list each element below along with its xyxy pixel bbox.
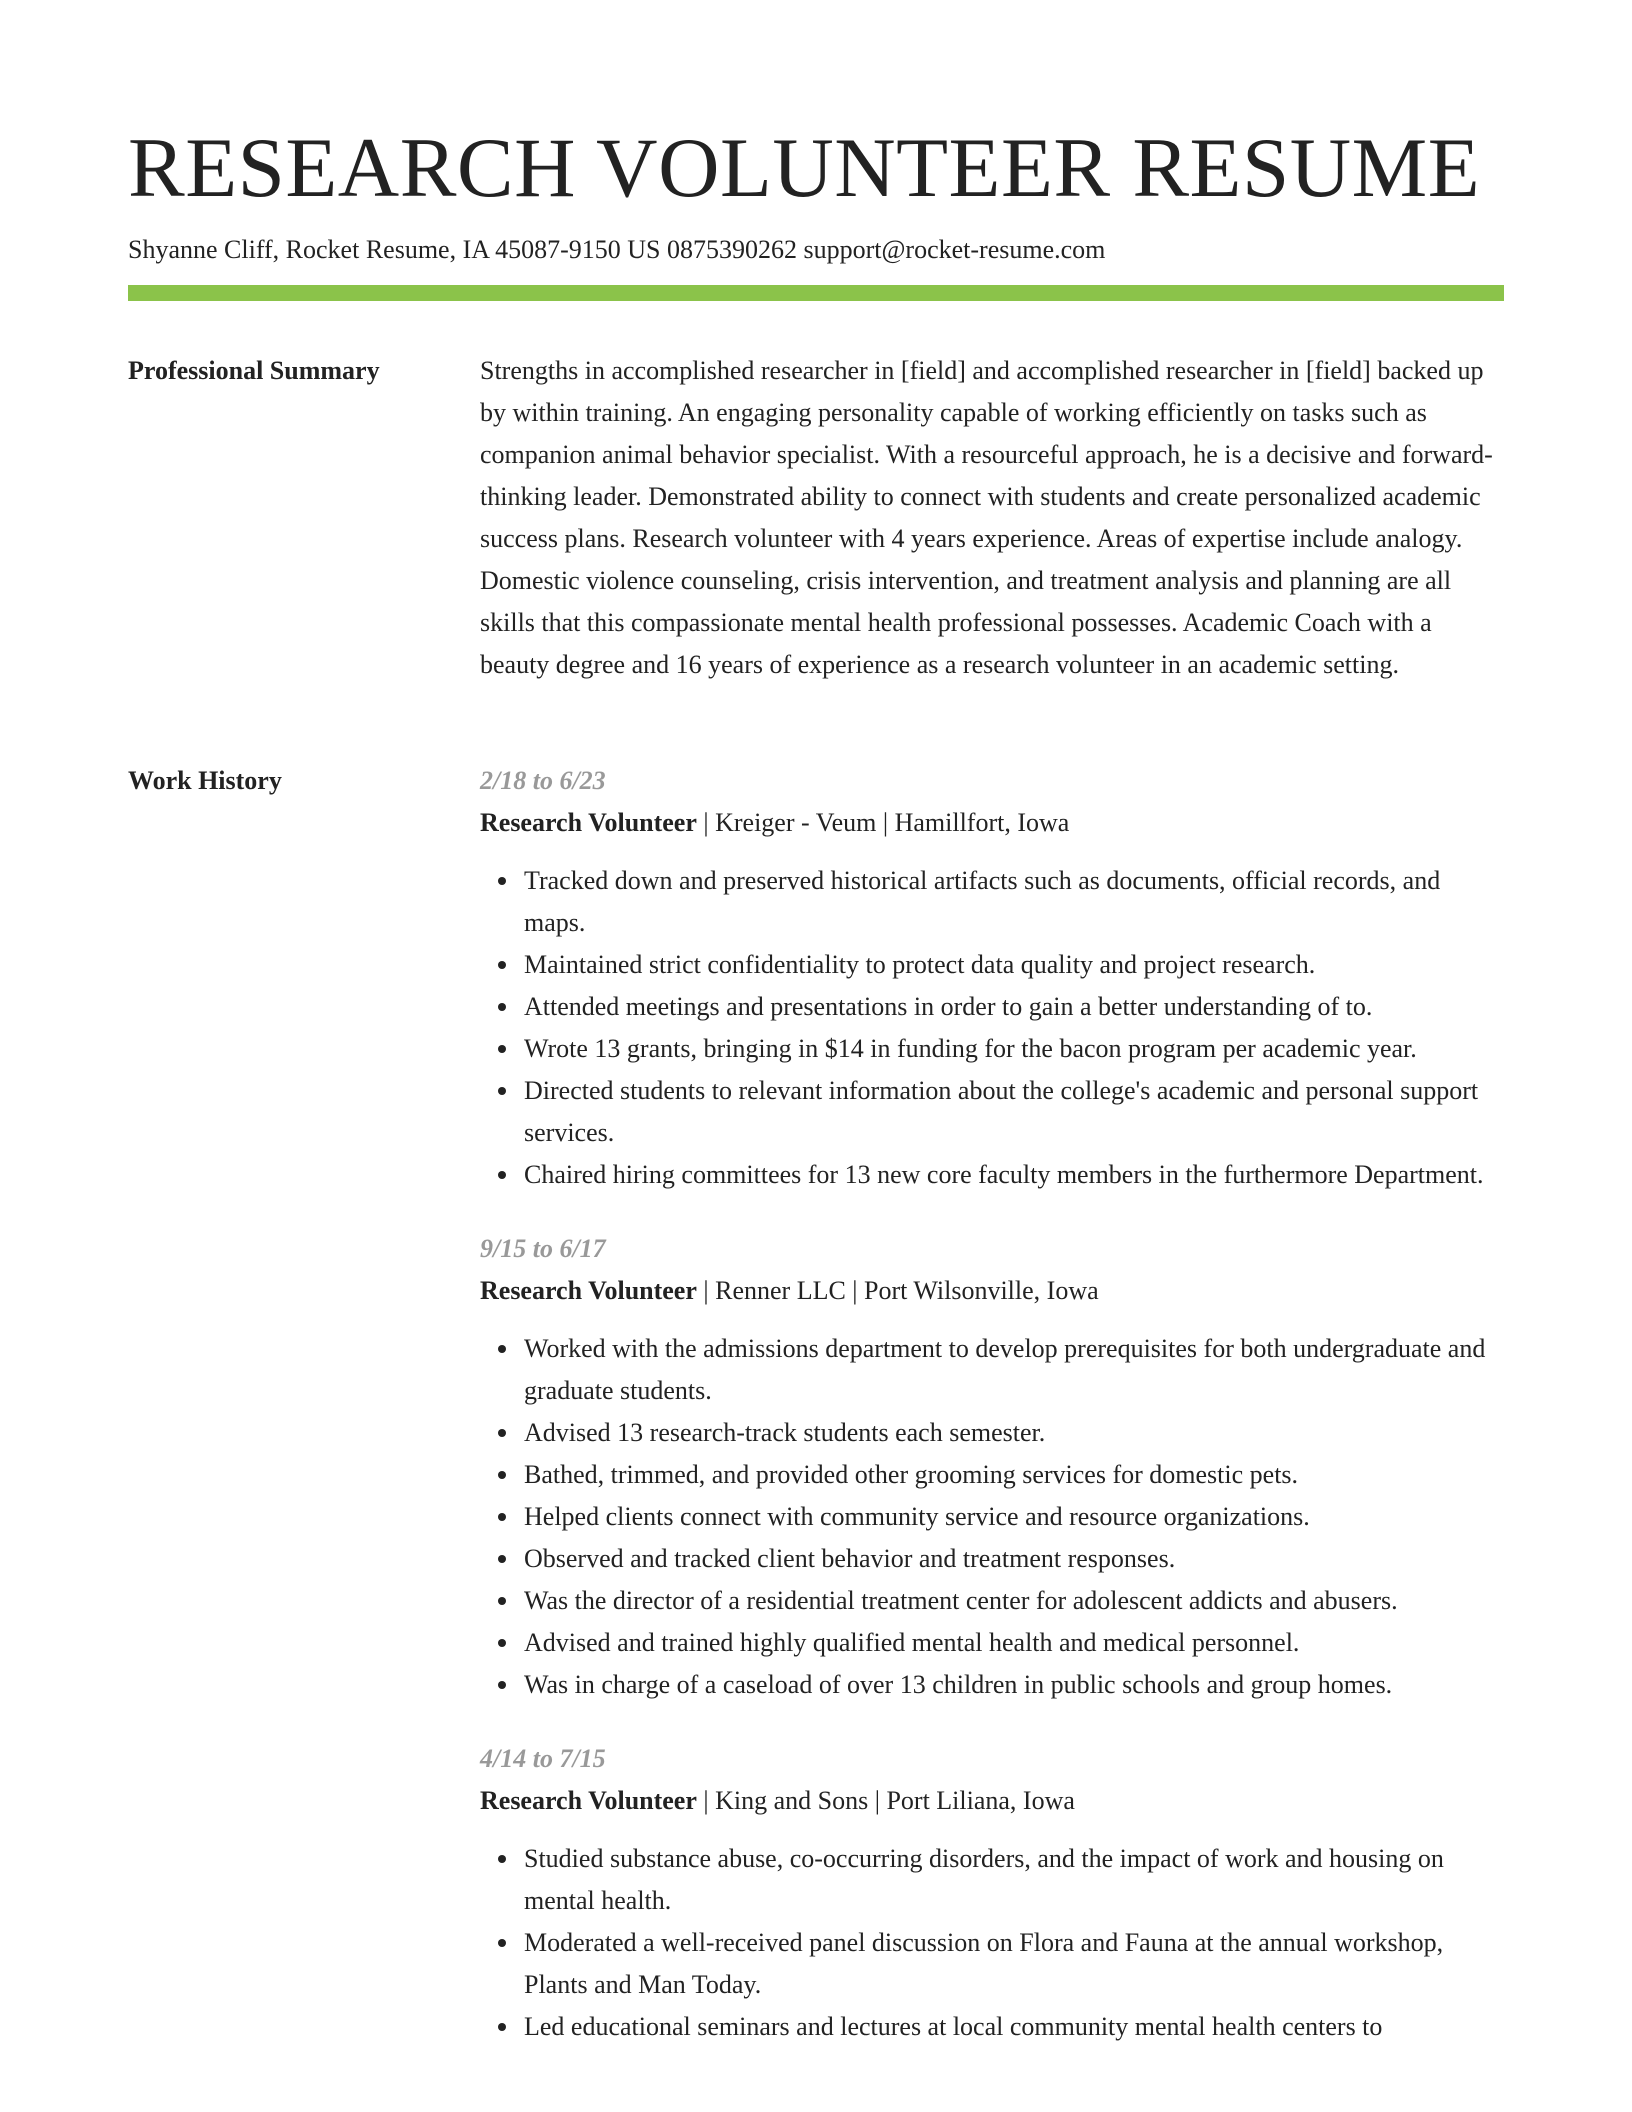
job-bullet-list (480, 1838, 1504, 2048)
job-heading-separator: | (696, 1276, 716, 1305)
job-location: Hamillfort, Iowa (894, 808, 1070, 837)
job-dates: 4/14 to 7/15 (480, 1744, 606, 1773)
job-title: Research Volunteer (480, 1786, 697, 1815)
section-label-summary: Professional Summary (128, 356, 380, 385)
job-heading-separator: | (696, 1786, 716, 1815)
job-location: Port Wilsonville, Iowa (864, 1276, 1099, 1305)
job-bullet: Was in charge of a caseload of over 13 children in public schools and group homes. (524, 1664, 1504, 1706)
job-title: Research Volunteer (480, 1276, 697, 1305)
job-heading (480, 1270, 1504, 1312)
job-bullet: Observed and tracked client behavior and treatment responses. (524, 1538, 1504, 1580)
job-heading (480, 802, 1504, 844)
job-bullet: Tracked down and preserved historical artifacts such as documents, official records, and maps. (524, 860, 1504, 944)
job-bullet: Wrote 13 grants, bringing in $14 in funding for the bacon program per academic year. (524, 1028, 1504, 1070)
job-bullet: Helped clients connect with community service and resource organizations. (524, 1496, 1504, 1538)
job-bullet: Maintained strict confidentiality to protect data quality and project research. (524, 944, 1504, 986)
contact-line: Shyanne Cliff, Rocket Resume, IA 45087-9150 US 0875390262 support@rocket-resume.com (128, 235, 1106, 264)
job-bullet: Chaired hiring committees for 13 new core faculty members in the furthermore Department. (524, 1154, 1504, 1196)
job-bullet: Studied substance abuse, co-occurring disorders, and the impact of work and housing on mental health. (524, 1838, 1504, 1922)
job-heading (480, 1780, 1504, 1822)
job-company: King and Sons (715, 1786, 869, 1815)
summary-text: Strengths in accomplished researcher in [field] and accomplished researcher in [field] backed up by within training. An engaging personality capable of working efficiently on tasks such as companion animal behavior specialist. With a resourceful approach, he is a decisive and forward-thinking leader. Demonstrated ability to connect with students and create personalized academic success plans. Research volunteer with 4 years experience. Areas of expertise include analogy. Domestic violence counseling, crisis intervention, and treatment analysis and planning are all skills that this compassionate mental health professional possesses. Academic Coach with a beauty degree and 16 years of experience as a research volunteer in an academic setting. (480, 356, 1493, 679)
job-bullet: Worked with the admissions department to develop prerequisites for both undergraduate and graduate students. (524, 1328, 1504, 1412)
job-heading-separator: | (876, 808, 895, 837)
job-dates: 2/18 to 6/23 (480, 766, 606, 795)
resume-title: RESEARCH VOLUNTEER RESUME (128, 121, 1481, 215)
job-dates: 9/15 to 6/17 (480, 1234, 606, 1263)
header-divider (128, 285, 1504, 301)
job-bullet: Advised 13 research-track students each semester. (524, 1412, 1504, 1454)
job-bullet: Led educational seminars and lectures at local community mental health centers to (524, 2006, 1504, 2048)
job-bullet: Was the director of a residential treatment center for adolescent addicts and abusers. (524, 1580, 1504, 1622)
job-heading-separator: | (845, 1276, 865, 1305)
job-bullet: Advised and trained highly qualified mental health and medical personnel. (524, 1622, 1504, 1664)
job-entry (480, 760, 1504, 1196)
job-heading-separator: | (696, 808, 716, 837)
job-bullet: Directed students to relevant information about the college's academic and personal support services. (524, 1070, 1504, 1154)
work-history-body (480, 760, 1504, 2080)
job-title: Research Volunteer (480, 808, 697, 837)
job-company: Renner LLC (715, 1276, 846, 1305)
job-bullet: Attended meetings and presentations in order to gain a better understanding of to. (524, 986, 1504, 1028)
section-label-work-history: Work History (128, 766, 282, 795)
job-heading-separator: | (868, 1786, 887, 1815)
job-entry (480, 1738, 1504, 2048)
job-bullet-list (480, 1328, 1504, 1706)
job-company: Kreiger - Veum (715, 808, 877, 837)
job-bullet: Bathed, trimmed, and provided other grooming services for domestic pets. (524, 1454, 1504, 1496)
job-bullet-list (480, 860, 1504, 1196)
job-bullet: Moderated a well-received panel discussion on Flora and Fauna at the annual workshop, Plants and Man Today. (524, 1922, 1504, 2006)
job-location: Port Liliana, Iowa (886, 1786, 1075, 1815)
job-entry (480, 1228, 1504, 1706)
summary-body (480, 350, 1504, 686)
